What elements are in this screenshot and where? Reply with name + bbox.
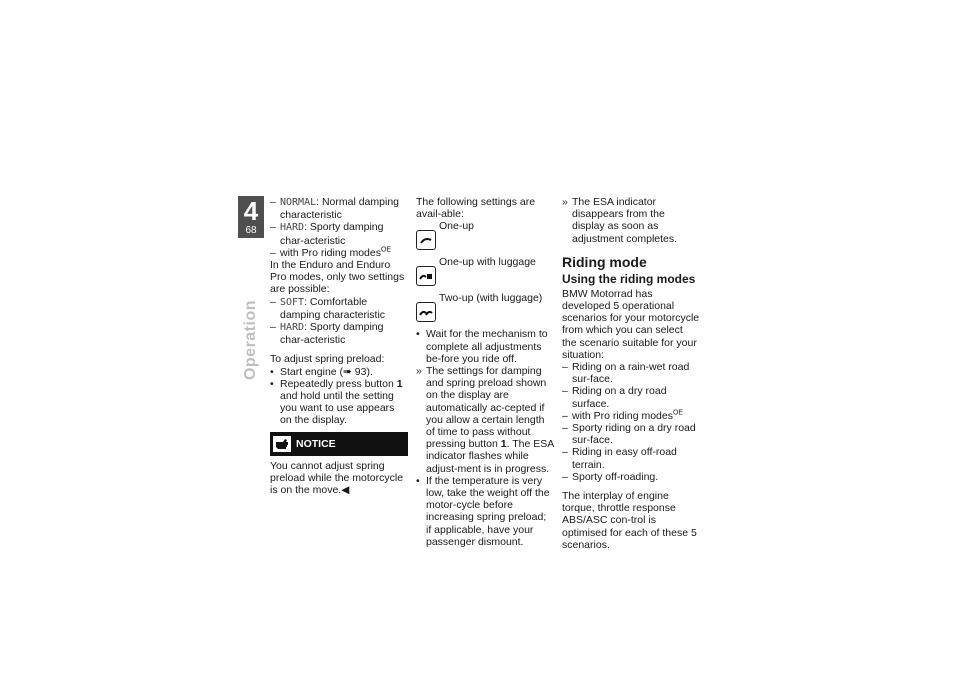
- mode-key: NORMAL: [280, 197, 317, 208]
- page-number: 68: [245, 225, 257, 236]
- list-item: » The settings for damping and spring preload shown on the display are automatically ac-cepted if you allow a certain length of time to pass without pressing button 1. The ESA indicator flashes while adjust-ment is in progress.: [416, 365, 554, 475]
- dash-marker: –: [270, 246, 276, 259]
- two-riders-icon: [416, 302, 436, 322]
- dash-marker: –: [270, 221, 276, 234]
- list-item: – Sporty off-roading.: [562, 470, 659, 483]
- dash-marker: –: [562, 470, 568, 483]
- list-item: • Wait for the mechanism to complete all adjustments be-fore you ride off.: [416, 328, 548, 365]
- list-item: • Start engine (➠ 93).: [270, 365, 373, 378]
- paragraph: In the Enduro and Enduro Pro modes, only two settings are possible:: [270, 259, 405, 296]
- dash-marker: –: [270, 295, 276, 308]
- paragraph: To adjust spring preload:: [270, 353, 385, 366]
- chapter-number: 4: [243, 196, 259, 226]
- list-item: – Riding on a dry road surface.: [562, 385, 667, 410]
- paragraph: BMW Motorrad has developed 5 operational scenarios for your motorcycle from which you can select the scenario suitable for your situation:: [562, 287, 700, 361]
- dash-marker: –: [562, 385, 568, 398]
- list-item: – with Pro riding modes$^{OE}$: [562, 409, 684, 422]
- arrow-icon: ➠: [343, 365, 352, 378]
- dash-marker: –: [562, 446, 568, 459]
- mode-key: SOFT: [280, 296, 305, 308]
- list-item: – with Pro riding modes$^{OE}$: [270, 246, 392, 259]
- dash-marker: –: [562, 361, 568, 374]
- option-label: Two-up (with luggage): [439, 292, 543, 305]
- chapter-title: Operation: [242, 299, 259, 381]
- list-item: – Riding on a rain-wet road sur-face.: [562, 361, 690, 386]
- option-one-up: [416, 220, 554, 250]
- option-label: One-up with luggage: [439, 256, 536, 269]
- column-1: [270, 196, 408, 496]
- paragraph: The following settings are avail-able:: [416, 196, 536, 221]
- dash-marker: –: [270, 196, 276, 208]
- mode-key: HARD: [280, 222, 305, 234]
- button-number: 1: [396, 377, 403, 390]
- list-item: – Riding in easy off-road terrain.: [562, 446, 677, 471]
- notice-bar: [270, 432, 408, 456]
- notice-hand-icon: [273, 436, 291, 452]
- paragraph: The interplay of engine torque, throttle response ABS/ASC con-trol is optimised for each of these 5 scenarios.: [562, 490, 697, 551]
- result-marker: »: [562, 196, 568, 208]
- list-item: • Repeatedly press button 1 and hold until the setting you want to use appears on the display.: [270, 377, 403, 427]
- section-heading: Riding mode: [562, 253, 647, 270]
- page-ref: 93: [354, 365, 367, 378]
- notice-text: You cannot adjust spring preload while the motorcycle is on the move.◀: [270, 459, 404, 497]
- dash-marker: –: [562, 422, 568, 435]
- notice-label: NOTICE: [296, 437, 336, 450]
- oe-mark: OE: [672, 409, 684, 417]
- sub-heading: Using the riding modes: [562, 271, 696, 286]
- rider-icon: [416, 230, 436, 250]
- result-marker: »: [416, 365, 422, 378]
- option-label: One-up: [439, 220, 475, 233]
- column-3: [562, 196, 700, 551]
- option-two-up: [416, 292, 554, 322]
- dash-marker: –: [562, 409, 568, 422]
- list-item: – Sporty riding on a dry road sur-face.: [562, 422, 696, 447]
- oe-mark: OE: [380, 246, 392, 254]
- list-item: – HARD: Sporty damping char-acteristic: [270, 221, 384, 247]
- dash-marker: –: [270, 321, 276, 334]
- rider-luggage-icon: [416, 266, 436, 286]
- list-item: • If the temperature is very low, take the weight off the motor-cycle before increasing spring preload; if applicable, have your passenger dismount.: [416, 474, 550, 548]
- bullet-marker: •: [416, 328, 420, 341]
- list-item: » The ESA indicator disappears from the display as soon as adjustment completes.: [562, 196, 678, 245]
- bullet-marker: •: [270, 377, 274, 390]
- button-number: 1: [500, 438, 507, 451]
- list-item: – HARD: Sporty damping char-acteristic: [270, 321, 384, 347]
- bullet-marker: •: [416, 474, 420, 487]
- column-2: [416, 196, 554, 548]
- list-item: – SOFT: Comfortable damping characteristic: [270, 295, 386, 321]
- chapter-tab: [238, 196, 264, 238]
- option-one-up-luggage: [416, 256, 554, 286]
- end-mark-icon: ◀: [341, 484, 350, 497]
- bullet-marker: •: [270, 365, 274, 378]
- list-item: – NORMAL: Normal damping characteristic: [270, 196, 399, 222]
- mode-key: HARD: [280, 322, 305, 334]
